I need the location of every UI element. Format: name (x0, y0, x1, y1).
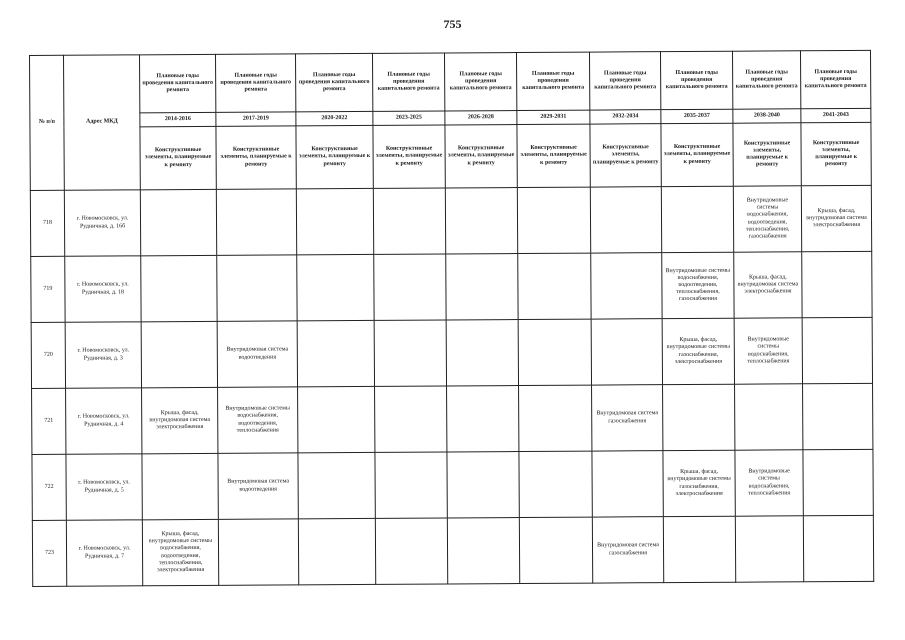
row-number: 718 (30, 190, 64, 256)
work-cell (591, 319, 662, 385)
row-number: 721 (32, 388, 66, 454)
work-cell (298, 452, 375, 518)
work-cell (661, 186, 733, 252)
row-number: 719 (31, 256, 65, 322)
planned-years-header: Плановые годы проведения капитального ремонта (516, 52, 589, 110)
elements-header: Конструктивные элементы, планируемые к ремонту (517, 124, 590, 187)
work-cell (218, 519, 298, 585)
work-cell (216, 189, 296, 255)
work-cell: Крыша, фасад, внутридомовая система электроснабжения (734, 252, 802, 318)
row-address: г. Новомосковск, ул. Рудничная, д. 4 (66, 388, 142, 454)
work-cell (447, 452, 519, 518)
period-2023-2025: 2023-2025 (373, 111, 445, 125)
work-cell (802, 251, 872, 317)
period-2014-2016: 2014-2016 (140, 112, 216, 126)
elements-header: Конструктивные элементы, планируемые к ремонту (801, 122, 871, 185)
row-address: г. Новомосковск, ул. Рудничная, д. 5 (66, 454, 142, 520)
work-cell (373, 188, 445, 254)
work-cell (591, 253, 662, 319)
work-cell (374, 320, 446, 386)
work-cell: Крыша, фасад, внутридомовые системы газоснабжения, электроснабжения (662, 318, 734, 384)
row-address: г. Новомосковск, ул. Рудничная, д. 3 (65, 322, 141, 388)
work-cell (297, 320, 374, 386)
work-cell (141, 321, 217, 387)
work-cell: Крыша, фасад, внутридомовая система электроснабжения (142, 387, 218, 453)
work-cell (298, 386, 375, 452)
period-2029-2031: 2029-2031 (517, 110, 590, 124)
work-cell (375, 518, 447, 584)
work-cell (297, 254, 374, 320)
work-cell (447, 518, 519, 584)
elements-header: Конструктивные элементы, планируемые к ремонту (216, 126, 296, 189)
work-cell (802, 317, 872, 383)
page-number: 755 (443, 17, 462, 31)
planned-years-header: Плановые годы проведения капитального ремонта (589, 52, 660, 110)
work-cell (518, 319, 591, 385)
work-cell (803, 515, 873, 581)
work-cell (374, 254, 446, 320)
work-cell (217, 255, 297, 321)
planned-years-header: Плановые годы проведения капитального ремонта (732, 51, 800, 109)
work-cell (519, 385, 592, 451)
elements-header: Конструктивные элементы, планируемые к ремонту (445, 125, 517, 188)
work-cell (518, 253, 591, 319)
planned-years-header: Плановые годы проведения капитального ремонта (800, 50, 870, 108)
work-cell (375, 452, 447, 518)
work-cell (592, 451, 663, 517)
work-cell: Внутридомовые системы водоснабжения, теплоснабжения (735, 450, 803, 516)
row-number: 723 (32, 520, 66, 586)
work-cell: Крыша, фасад, внутридомовые системы водоснабжения, водоотведения, теплоснабжения, электроснабжения (142, 519, 218, 585)
table-row (31, 317, 872, 388)
planned-years-header: Плановые годы проведения капитального ремонта (140, 54, 216, 112)
work-cell (663, 516, 735, 582)
work-cell (298, 518, 375, 584)
planned-years-header: Плановые годы проведения капитального ремонта (444, 53, 516, 111)
planned-years-header: Плановые годы проведения капитального ремонта (660, 51, 732, 109)
row-number: 720 (31, 322, 65, 388)
work-cell: Внутридомовая система водоотведения (217, 321, 297, 387)
work-cell: Внутридомовые системы водоснабжения, теплоснабжения (734, 318, 802, 384)
period-2038-2040: 2038-2040 (733, 109, 801, 123)
period-2020-2022: 2020-2022 (296, 111, 373, 125)
row-address: г. Новомосковск, ул. Рудничная, д. 7 (66, 520, 142, 586)
work-cell (375, 386, 447, 452)
period-2035-2037: 2035-2037 (661, 109, 733, 123)
work-cell (445, 188, 517, 254)
work-cell: Крыша, фасад, внутридомовые системы газоснабжения, электроснабжения (663, 450, 735, 516)
period-2026-2028: 2026-2028 (445, 111, 517, 125)
work-cell (296, 188, 373, 254)
work-cell (735, 384, 803, 450)
header-num: № п/п (30, 55, 65, 190)
row-address: г. Новомосковск, ул. Рудничная, д. 16б (64, 190, 140, 256)
table-row (30, 185, 871, 256)
elements-header: Конструктивные элементы, планируемые к ремонту (733, 123, 801, 186)
work-cell: Внутридомовая система газоснабжения (592, 385, 663, 451)
work-cell (447, 386, 519, 452)
work-cell: Внутридомовая система газоснабжения (592, 517, 663, 583)
row-address: г. Новомосковск, ул. Рудничная, д. 18 (65, 256, 141, 322)
work-cell (519, 451, 592, 517)
table-row (31, 251, 872, 322)
table-row (32, 449, 873, 520)
planned-years-header: Плановые годы проведения капитального ремонта (215, 54, 295, 112)
table-row (32, 515, 873, 586)
header-address: Адрес МКД (64, 55, 141, 190)
work-cell (140, 189, 216, 255)
work-cell (517, 187, 590, 253)
work-cell (446, 254, 518, 320)
work-cell (142, 453, 218, 519)
work-cell (590, 187, 661, 253)
capital-repair-table (29, 50, 874, 587)
work-cell: Внутридомовые системы водоснабжения, водоотведения, теплоснабжения (218, 387, 298, 453)
table-row (32, 383, 873, 454)
elements-header: Конструктивные элементы, планируемые к ремонту (140, 126, 216, 189)
work-cell (735, 516, 803, 582)
work-cell (519, 517, 592, 583)
planned-years-header: Плановые годы проведения капитального ремонта (295, 53, 372, 111)
work-cell: Внутридомовые системы водоснабжения, водоотведения, теплоснабжения, газоснабжения (733, 186, 801, 252)
elements-header: Конструктивные элементы, планируемые к ремонту (661, 123, 733, 186)
row-number: 722 (32, 454, 66, 520)
work-cell (141, 255, 217, 321)
work-cell (803, 449, 873, 515)
period-2041-2043: 2041-2043 (801, 108, 871, 122)
work-cell: Внутридомовые системы водоснабжения, водоотведения, теплоснабжения, газоснабжения (662, 252, 734, 318)
period-2017-2019: 2017-2019 (216, 112, 296, 126)
work-cell (446, 320, 518, 386)
work-cell (803, 383, 873, 449)
elements-header: Конструктивные элементы, планируемые к ремонту (296, 125, 373, 188)
work-cell: Внутридомовая система водоотведения (218, 453, 298, 519)
work-cell: Крыша, фасад, внутридомовая система электроснабжения (801, 185, 871, 251)
elements-header: Конструктивные элементы, планируемые к ремонту (373, 125, 445, 188)
elements-header: Конструктивные элементы, планируемые к ремонту (590, 124, 661, 187)
period-2032-2034: 2032-2034 (590, 110, 661, 124)
work-cell (663, 384, 735, 450)
planned-years-header: Плановые годы проведения капитального ремонта (372, 53, 444, 111)
